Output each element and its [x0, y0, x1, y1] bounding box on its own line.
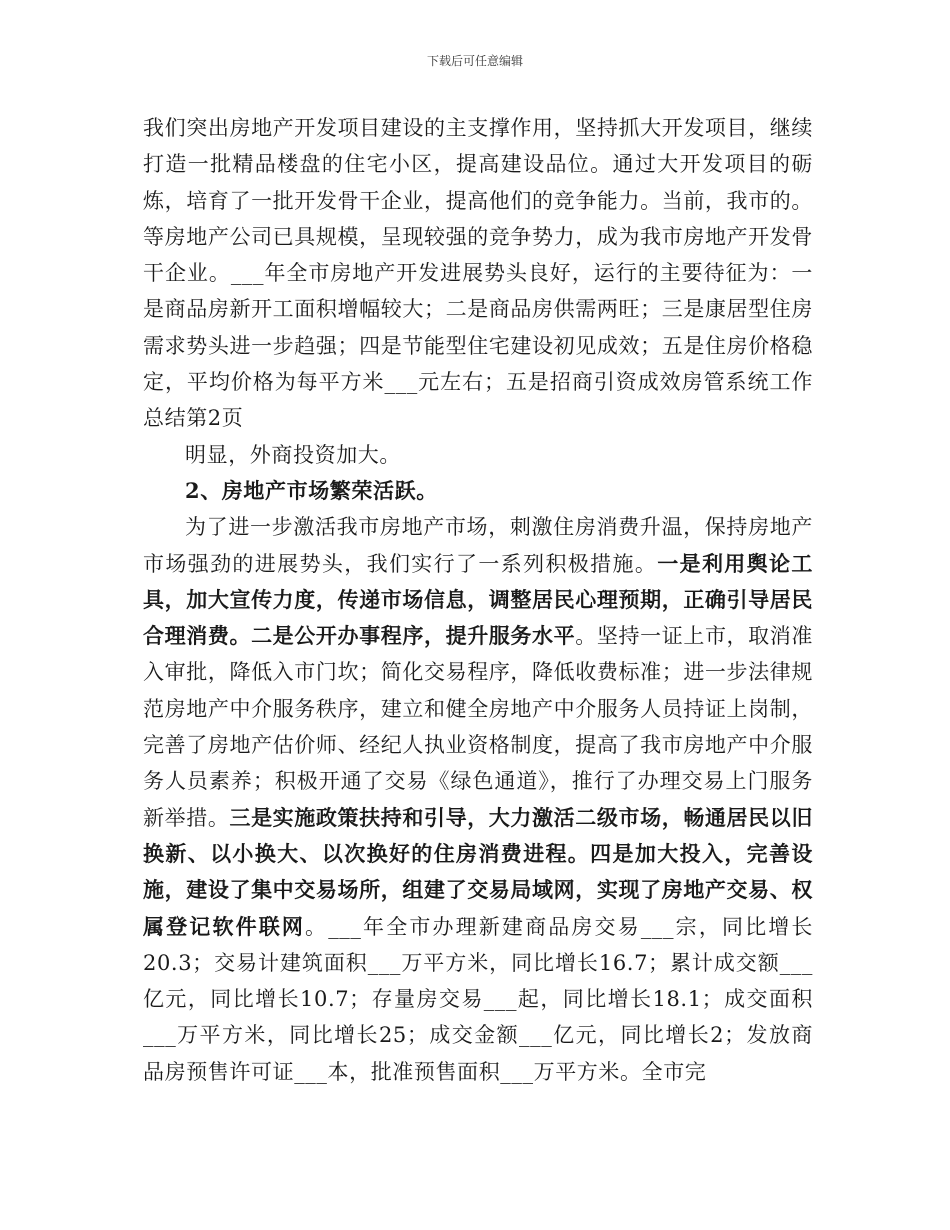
text-segment: 。坚持一证上市，取消准入审批，降低入市门坎；简化交易程序，降低收费标准；进一步法律规范房地产中介服务秩序，建立和健全房地产中介服务人员持证上岗制，完善了房地产估价师、经纪人执业资格制度，提高了我市房地产中介服务人员素养；积极开通了交易《绿色通道》，推行了办理交易上门服务新举措。	[143, 624, 813, 830]
page-header: 下载后可任意编辑	[426, 54, 523, 68]
text-segment-bold: 一是利用舆论工具，加大宣传力度，传递市场信息，调整居民心理预期，正确引导居民合理消费。二是公开办事程序，提升服务水平	[143, 550, 813, 649]
text-segment: 为了进一步激活我市房地产市场，刺激住房消费升温，保持房地产市场强劲的进展势头，我们实行了一系列积极措施。	[143, 515, 813, 576]
text-segment-bold: 三是实施政策扶持和引导，大力激活二级市场，畅通居民以旧换新、以小换大、以次换好的住房消费进程。四是加大投入，完善设施，建设了集中交易场所，组建了交易局域网，实现了房地产交易、权属登记软件联网	[143, 804, 813, 939]
paragraph-foreign-investment: 明显，外商投资加大。	[185, 442, 401, 467]
section-heading-market: 2、房地产市场繁荣活跃。	[185, 477, 438, 503]
paragraph-market-measures	[143, 509, 813, 1090]
paragraph-project-construction: 我们突出房地产开发项目建设的主支撑作用，坚持抓大开发项目，继续打造一批精品楼盘的住宅小区，提高建设品位。通过大开发项目的砺炼，培育了一批开发骨干企业，提高他们的竞争能力。当前，我市的。等房地产公司已具规模，呈现较强的竞争势力，成为我市房地产开发骨干企业。___年全市房地产开发进展势头良好，运行的主要待征为：一是商品房新开工面积增幅较大；二是商品房供需两旺；三是康居型住房需求势头进一步趋强；四是节能型住宅建设初见成效；五是住房价格稳定，平均价格为每平方米___元左右；五是招商引资成效房管系统工作总结第2页	[143, 116, 813, 431]
document-body	[143, 110, 813, 1090]
text-segment: 。___年全市办理新建商品房交易___宗，同比增长20.3；交易计建筑面积___万平方米，同比增长16.7；累计成交额___亿元，同比增长10.7；存量房交易___起，同比增长18.1；成交面积___万平方米，同比增长25；成交金额___亿元，同比增长2；发放商品房预售许可证___本，批准预售面积___万平方米。全市完	[143, 914, 814, 1084]
